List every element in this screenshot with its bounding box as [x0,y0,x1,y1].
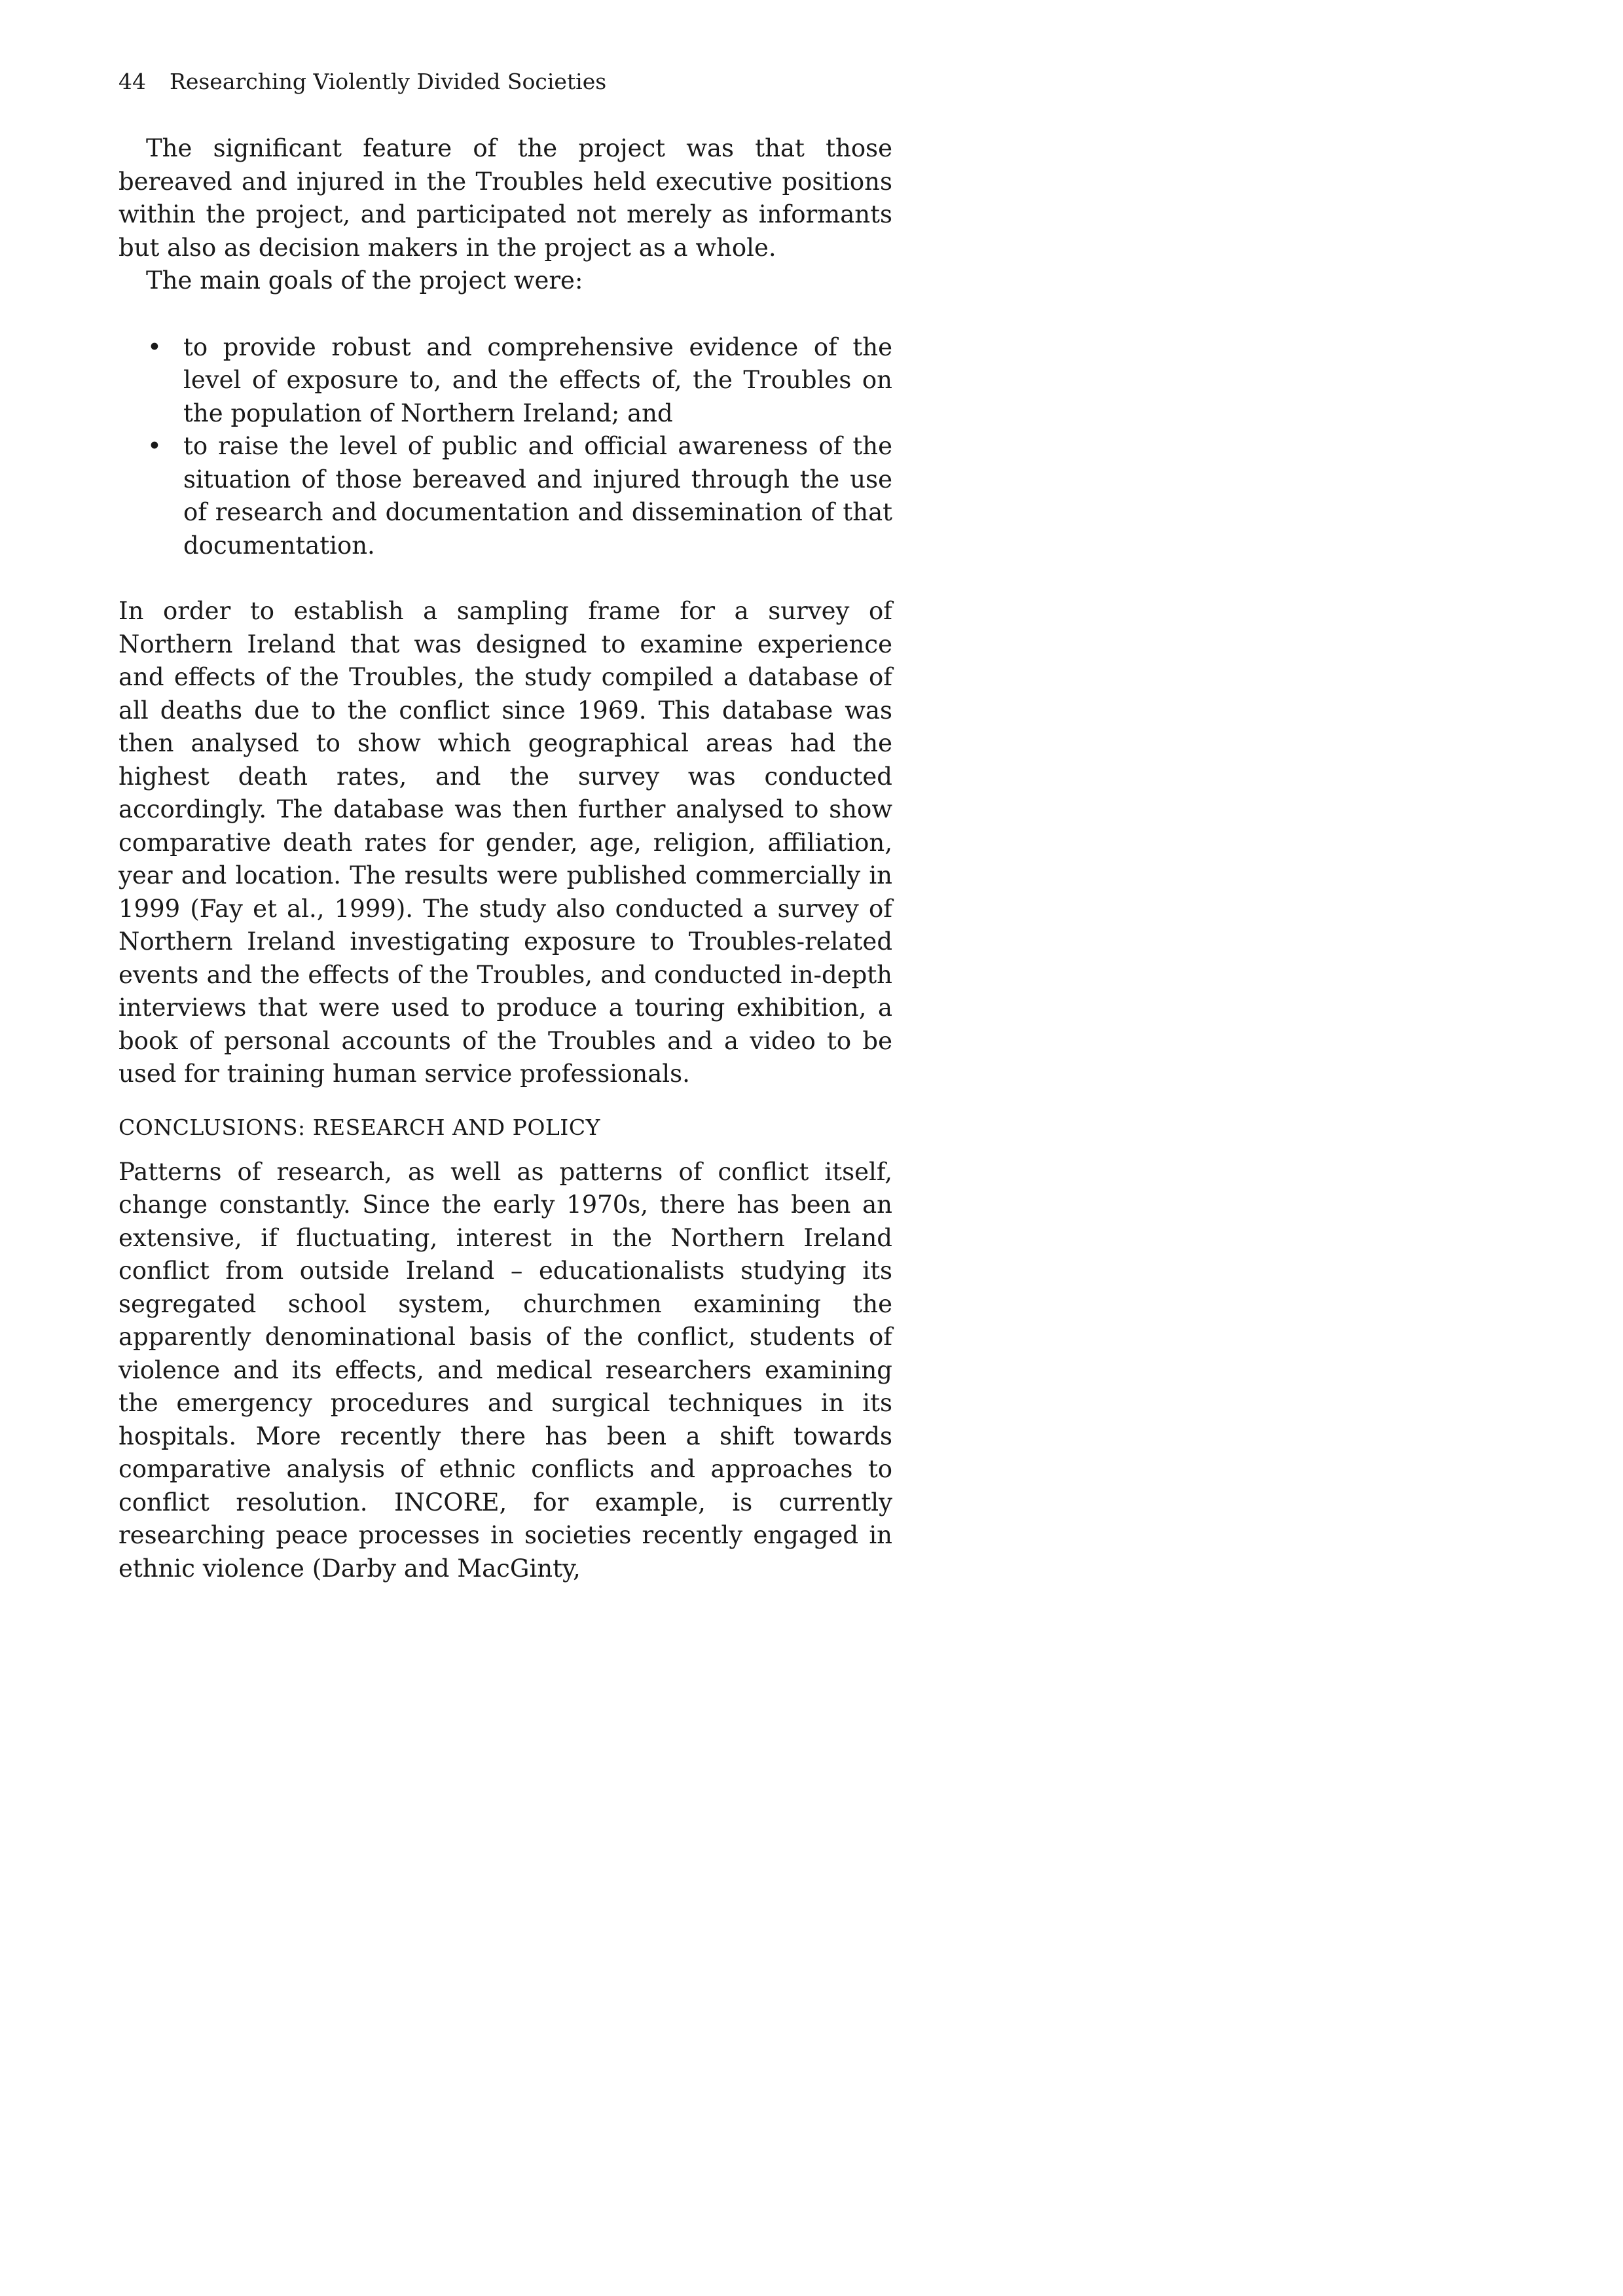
bullet-icon: • [147,332,162,361]
paragraph-sampling-frame: In order to establish a sampling frame for a survey of Northern Ireland that was designed to examine experience and effects of the Troubles, the study compiled a database of all deaths due to the conflict since 1969. This database was then analysed to show which geographical areas had the highest death rates, and the survey was conducted accordingly. The database was then further analysed to show comparative death rates for gender, age, religion, affiliation, year and location. The results were published commercially in 1999 (Fay et al., 1999). The study also conducted a survey of Northern Ireland investigating exposure to Troubles-related events and the effects of the Troubles, and conducted in-depth interviews that were used to produce a touring exhibition, a book of personal accounts of the Troubles and a video to be used for training human service professionals. [119,597,892,1088]
paragraph-main-goals-intro: The main goals of the project were: [146,266,583,295]
bullet-icon: • [147,432,162,460]
list-item [119,331,892,431]
paragraph-project-feature: The significant feature of the project was that those bereaved and injured in the Troubles held executive positions within the project, and participated not merely as informants but also as decision makers in the project as a whole. [119,134,892,262]
section-heading: CONCLUSIONS: RESEARCH AND POLICY [119,1114,600,1140]
list-item-text: to raise the level of public and official awareness of the situation of those bereaved and injured through the use of research and documentation and dissemination of that documentation. [183,432,892,560]
list-item [119,430,892,562]
running-title: Researching Violently Divided Societies [170,69,607,94]
running-head [119,65,892,98]
page-number: 44 [119,69,146,94]
paragraph-patterns-of-research: Patterns of research, as well as patterns of conflict itself, change constantly. Since the early 1970s, there has been an extensive, if fluctuating, interest in the Northern Ireland conflict from outside Ireland – educationalists studying its segregated school system, churchmen examining the apparently denominational basis of the conflict, students of violence and its effects, and medical researchers examining the emergency procedures and surgical techniques in its hospitals. More recently there has been a shift towards comparative analysis of ethnic conflicts and approaches to conflict resolution. INCORE, for example, is currently researching peace processes in societies recently engaged in ethnic violence (Darby and MacGinty, [119,1157,892,1583]
book-page [119,65,892,1585]
list-item-text: to provide robust and comprehensive evidence of the level of exposure to, and the effects of, the Troubles on the population of Northern Ireland; and [183,332,892,427]
goals-list [119,331,892,563]
